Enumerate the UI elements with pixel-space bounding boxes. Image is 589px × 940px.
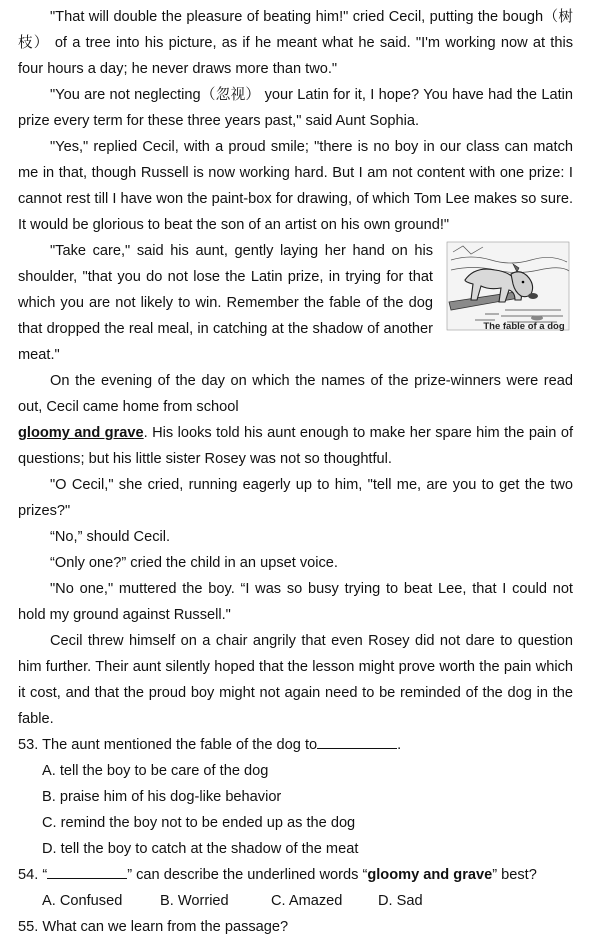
question-54-mid: ” can describe the underlined words “ (127, 867, 368, 883)
question-53-stem: 53. The aunt mentioned the fable of the dog to (18, 737, 318, 753)
paragraph-1: "That will double the pleasure of beating him!" cried Cecil, putting the bough（树枝） of a tree into his picture, as if he meant what he said. "I'm working now at this four hours a day; he never draws more than two." (18, 9, 573, 77)
paragraph-5 (18, 368, 573, 472)
option-54-b[interactable]: B. Worried (160, 893, 229, 909)
paragraph-4-text: "Take care," said his aunt, gently laying her hand on his shoulder, "that you do not lose the Latin prize, in trying for that which you are not likely to win. Remember the fable of the dog that dropped the real meal, in catching at the shadow of another meat." (18, 243, 433, 363)
paragraph-3: "Yes," replied Cecil, with a proud smile; "there is no boy in our class can match me in that, though Russell is now working hard. But I am not content with one prize: I cannot rest till I have won the paint-box for drawing, of which Tom Lee makes so sure. It would be glorious to beat the son of an artist on his own ground!" (18, 139, 573, 233)
question-54-start: 54. “ (18, 867, 48, 883)
paragraph-8: “Only one?” cried the child in an upset voice. (50, 555, 338, 571)
paragraph-6: "O Cecil," she cried, running eagerly up to him, "tell me, are you to get the two prizes?" (18, 477, 573, 519)
question-53 (18, 732, 573, 758)
question-54-bold-phrase: gloomy and grave (367, 867, 493, 883)
option-53-a[interactable]: A. tell the boy to be care of the dog (42, 763, 269, 779)
question-54 (18, 862, 573, 888)
option-54-c[interactable]: C. Amazed (271, 893, 343, 909)
question-54-options (42, 888, 573, 914)
answer-blank-54 (47, 864, 127, 879)
fable-illustration (445, 240, 571, 344)
question-55: 55. What can we learn from the passage? (18, 919, 289, 935)
option-54-d[interactable]: D. Sad (378, 893, 423, 909)
paragraph-4 (18, 238, 573, 368)
paragraph-2: "You are not neglecting（忽视） your Latin for it, I hope? You have had the Latin prize every term for these three years past," said Aunt Sophia. (18, 87, 573, 129)
underlined-phrase: gloomy and grave (18, 425, 144, 441)
option-53-b[interactable]: B. praise him of his dog-like behavior (42, 789, 282, 805)
question-53-end: . (397, 737, 402, 753)
paragraph-7: “No,” should Cecil. (50, 529, 171, 545)
option-53-c[interactable]: C. remind the boy not to be ended up as the dog (42, 815, 356, 831)
answer-blank-53 (317, 734, 397, 749)
option-54-a[interactable]: A. Confused (42, 893, 123, 909)
paragraph-10: Cecil threw himself on a chair angrily that even Rosey did not dare to question him further. Their aunt silently hoped that the lesson might prove worth the pain which it cost, and that the proud boy might not again need to be reminded of the dog in the fable. (18, 633, 573, 727)
paragraph-5-after: . His looks told his aunt enough to make her spare him the pain of questions; but his little sister Rosey was not so thoughtful. (18, 425, 573, 467)
figure-caption: The fable of a dog (483, 321, 565, 332)
option-53-d[interactable]: D. tell the boy to catch at the shadow of the meat (42, 841, 359, 857)
paragraph-5-before: On the evening of the day on which the names of the prize-winners were read out, Cecil came home from school (18, 373, 573, 415)
paragraph-9: "No one," muttered the boy. “I was so busy trying to beat Lee, that I could not hold my ground against Russell." (18, 581, 573, 623)
question-54-end: ” best? (492, 867, 537, 883)
